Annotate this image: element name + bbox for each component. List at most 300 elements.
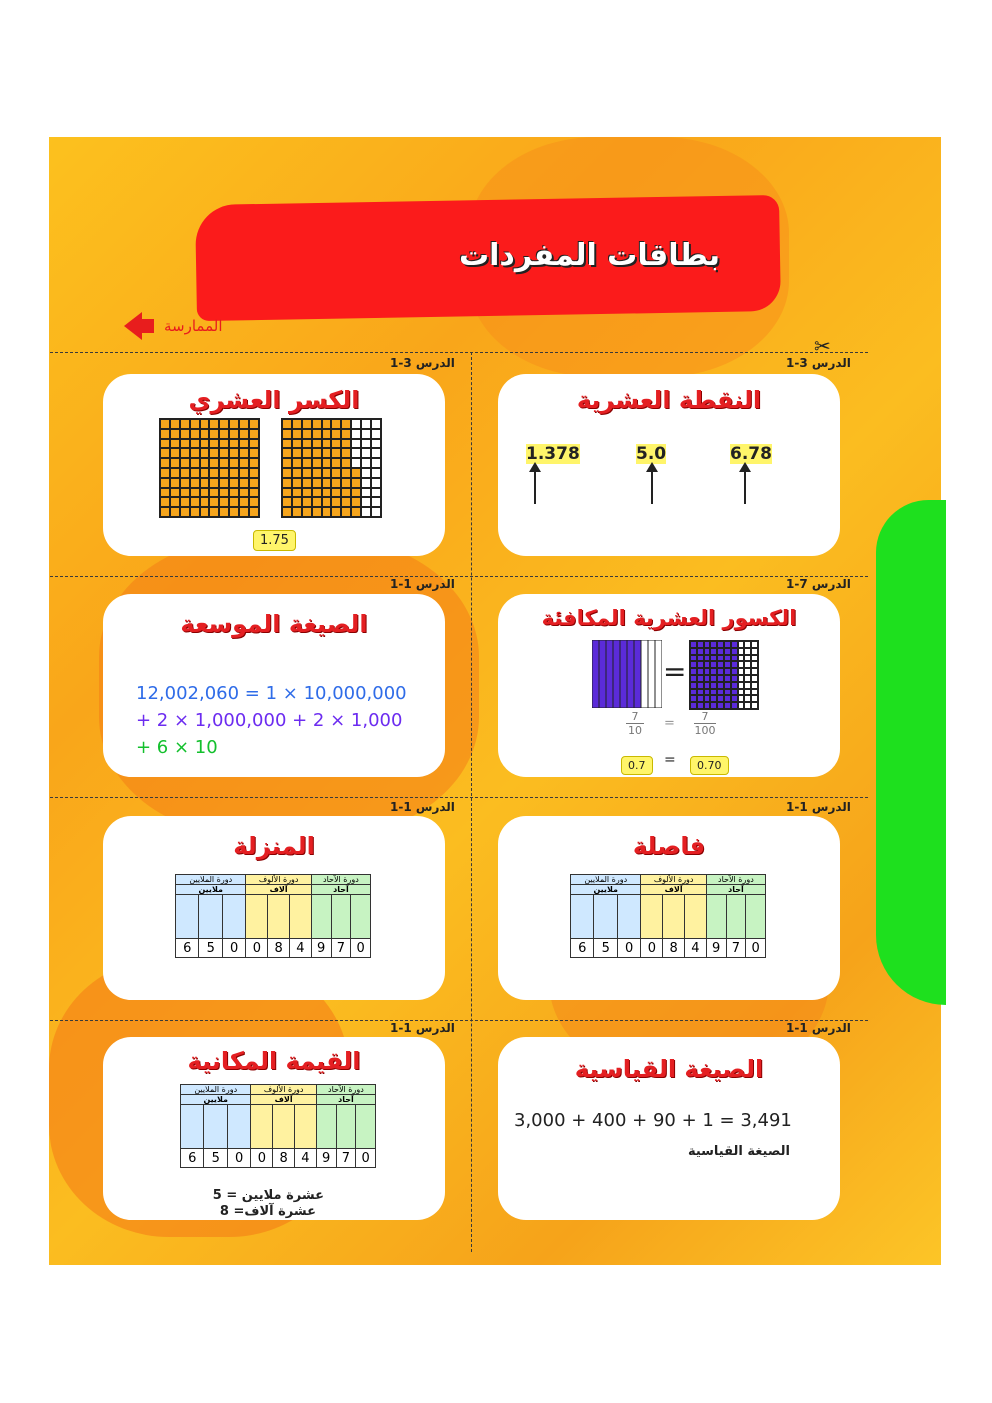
place-digit: 8 xyxy=(663,939,685,958)
place-digit: 4 xyxy=(295,1149,317,1168)
grid-cell xyxy=(751,655,758,662)
grid-cell xyxy=(717,661,724,668)
grid-cell xyxy=(731,655,738,662)
card-decimal-fraction xyxy=(103,374,445,556)
grid-cell xyxy=(322,458,332,468)
grid-cell xyxy=(170,439,180,449)
cut-line xyxy=(50,797,868,798)
grid-cell xyxy=(690,661,697,668)
grid-cell xyxy=(302,478,312,488)
grid-cell xyxy=(302,448,312,458)
grid-cell xyxy=(200,468,210,478)
grid-cell xyxy=(200,507,210,517)
place-digit: 7 xyxy=(336,1149,356,1168)
grid-cell xyxy=(710,668,717,675)
grid-cell xyxy=(697,648,704,655)
hundredths-model xyxy=(689,640,759,710)
grid-cell xyxy=(229,507,239,517)
standard-form-label: الصيغة القياسية xyxy=(687,1144,790,1159)
place-digit: 4 xyxy=(290,939,312,958)
grid-cell xyxy=(731,675,738,682)
grid-cell xyxy=(239,488,249,498)
place-digit: 0 xyxy=(746,939,766,958)
grid-cell xyxy=(751,695,758,702)
grid-cell xyxy=(190,448,200,458)
grid-cell xyxy=(724,661,731,668)
grid-cell xyxy=(282,448,292,458)
hundred-grid-full xyxy=(159,418,260,518)
grid-cell xyxy=(744,661,751,668)
grid-cell xyxy=(322,429,332,439)
grid-cell xyxy=(180,468,190,478)
grid-cell xyxy=(292,507,302,517)
lesson-label: الدرس 7-1 xyxy=(786,577,851,591)
grid-cell xyxy=(717,695,724,702)
grid-cell xyxy=(704,702,711,709)
place-digit: 0 xyxy=(227,1149,251,1168)
grid-cell xyxy=(209,507,219,517)
lesson-label: الدرس 1-1 xyxy=(786,800,851,814)
grid-cell xyxy=(209,458,219,468)
grid-cell xyxy=(717,702,724,709)
grid-cell xyxy=(704,689,711,696)
grid-cell xyxy=(180,439,190,449)
expanded-line: 12,002,060 = 1 × 10,000,000 xyxy=(136,683,407,704)
grid-cell xyxy=(751,668,758,675)
grid-cell xyxy=(209,468,219,478)
equals-sign: = xyxy=(664,752,676,768)
grid-cell xyxy=(744,655,751,662)
grid-cell xyxy=(190,488,200,498)
grid-cell xyxy=(312,439,322,449)
grid-cell xyxy=(282,507,292,517)
grid-cell xyxy=(704,648,711,655)
grid-cell xyxy=(710,655,717,662)
grid-cell xyxy=(292,497,302,507)
place-digit: 6 xyxy=(181,1149,204,1168)
grid-cell xyxy=(239,468,249,478)
place-digit: 5 xyxy=(204,1149,227,1168)
grid-cell xyxy=(249,429,259,439)
expanded-line: + 6 × 10 xyxy=(136,737,218,758)
grid-cell xyxy=(200,448,210,458)
grid-cell xyxy=(302,468,312,478)
grid-cell xyxy=(724,702,731,709)
grid-cell xyxy=(704,668,711,675)
grid-cell xyxy=(322,448,332,458)
grid-cell xyxy=(371,468,381,478)
place-digit: 9 xyxy=(311,939,331,958)
grid-cell xyxy=(724,641,731,648)
arrow-up-icon xyxy=(744,470,746,504)
grid-cell xyxy=(312,429,322,439)
grid-cell xyxy=(282,478,292,488)
grid-cell xyxy=(239,439,249,449)
grid-cell xyxy=(710,689,717,696)
grid-cell xyxy=(190,497,200,507)
grid-cell xyxy=(710,648,717,655)
grid-cell xyxy=(249,448,259,458)
grid-cell xyxy=(312,488,322,498)
grid-cell xyxy=(331,439,341,449)
place-digit: 4 xyxy=(685,939,707,958)
grid-cell xyxy=(697,695,704,702)
practice-label: الممارسة xyxy=(164,317,223,335)
grid-cell xyxy=(744,702,751,709)
grid-cell xyxy=(738,695,745,702)
grid-cell xyxy=(361,497,371,507)
place-value-table: دورة الملايين دورة الألوف دورة الآحاد ملايين آلاف آحاد 6 5 0 0 8 4 9 7 0 xyxy=(175,874,371,958)
grid-cell xyxy=(282,458,292,468)
grid-cell xyxy=(239,497,249,507)
grid-cell xyxy=(371,488,381,498)
grid-cell xyxy=(690,689,697,696)
grid-cell xyxy=(717,675,724,682)
card-title: المنزلة xyxy=(233,832,315,860)
grid-cell xyxy=(229,429,239,439)
place-digit: 6 xyxy=(571,939,594,958)
grid-cell xyxy=(361,448,371,458)
grid-cell xyxy=(160,497,170,507)
grid-cell xyxy=(170,419,180,429)
decimal-tenths: 0.7 xyxy=(621,756,653,775)
grid-cell xyxy=(282,439,292,449)
grid-cell xyxy=(704,682,711,689)
place-digit: 7 xyxy=(726,939,746,958)
grid-cell xyxy=(180,507,190,517)
grid-cell xyxy=(710,661,717,668)
grid-cell xyxy=(361,507,371,517)
grid-cell xyxy=(717,641,724,648)
grid-cell xyxy=(170,468,180,478)
grid-cell xyxy=(160,458,170,468)
grid-cell xyxy=(710,682,717,689)
grid-cell xyxy=(710,675,717,682)
grid-cell xyxy=(190,419,200,429)
grid-cell xyxy=(292,468,302,478)
grid-cell xyxy=(170,448,180,458)
arrow-up-icon xyxy=(651,470,653,504)
grid-cell xyxy=(302,429,312,439)
grid-cell xyxy=(738,682,745,689)
grid-cell xyxy=(371,429,381,439)
grid-cell xyxy=(190,478,200,488)
grid-cell xyxy=(751,682,758,689)
grid-cell xyxy=(744,675,751,682)
grid-cell xyxy=(249,497,259,507)
grid-cell xyxy=(744,641,751,648)
grid-cell xyxy=(322,478,332,488)
place-value-table: دورة الملايين دورة الألوف دورة الآحاد ملايين آلاف آحاد 6 5 0 0 8 4 9 7 0 xyxy=(180,1084,376,1168)
fraction-hundredths: 7 100 xyxy=(694,710,716,737)
grid-cell xyxy=(160,468,170,478)
place-digit: 5 xyxy=(594,939,617,958)
grid-cell xyxy=(190,507,200,517)
card-title: الصيغة القياسية xyxy=(574,1055,764,1083)
decimal-hundredths: 0.70 xyxy=(690,756,729,775)
grid-cell xyxy=(738,675,745,682)
grid-cell xyxy=(209,497,219,507)
practice-link[interactable] xyxy=(124,312,223,340)
lesson-label: الدرس 3-1 xyxy=(786,356,851,370)
grid-cell xyxy=(229,478,239,488)
grid-cell xyxy=(341,448,351,458)
grid-cell xyxy=(190,439,200,449)
grid-cell xyxy=(690,641,697,648)
grid-cell xyxy=(302,458,312,468)
grid-cell xyxy=(322,419,332,429)
fraction-tenths: 7 10 xyxy=(628,710,642,737)
grid-cell xyxy=(170,478,180,488)
grid-cell xyxy=(751,689,758,696)
grid-cell xyxy=(219,419,229,429)
grid-cell xyxy=(200,497,210,507)
grid-cell xyxy=(751,648,758,655)
grid-cell xyxy=(341,478,351,488)
grid-cell xyxy=(249,419,259,429)
expanded-form-text xyxy=(136,680,407,761)
grid-cell xyxy=(249,468,259,478)
hundred-grid-partial xyxy=(281,418,382,518)
expanded-line: + 2 × 1,000,000 + 2 × 1,000 xyxy=(136,710,403,731)
grid-cell xyxy=(219,497,229,507)
grid-cell xyxy=(361,458,371,468)
grid-cell xyxy=(744,682,751,689)
grid-cell xyxy=(160,478,170,488)
grid-cell xyxy=(200,488,210,498)
place-note: 8 =عشرة آلاف xyxy=(219,1204,316,1219)
grid-cell xyxy=(351,458,361,468)
grid-cell xyxy=(751,675,758,682)
grid-cell xyxy=(717,655,724,662)
grid-cell xyxy=(292,448,302,458)
grid-cell xyxy=(731,668,738,675)
grid-cell xyxy=(331,448,341,458)
grid-cell xyxy=(219,478,229,488)
grid-cell xyxy=(229,448,239,458)
cut-line-vertical xyxy=(471,352,472,1252)
grid-cell xyxy=(209,448,219,458)
standard-equation: 3,000 + 400 + 90 + 1 = 3,491 xyxy=(514,1110,792,1131)
place-digit: 0 xyxy=(222,939,246,958)
grid-cell xyxy=(200,458,210,468)
grid-cell xyxy=(731,689,738,696)
grid-cell xyxy=(282,488,292,498)
grid-cell xyxy=(239,448,249,458)
grid-cell xyxy=(704,675,711,682)
grid-cell xyxy=(371,458,381,468)
grid-cell xyxy=(744,695,751,702)
grid-cell xyxy=(219,439,229,449)
grid-cell xyxy=(302,419,312,429)
place-digit: 6 xyxy=(176,939,199,958)
grid-cell xyxy=(160,488,170,498)
grid-cell xyxy=(704,655,711,662)
grid-cell xyxy=(351,507,361,517)
grid-cell xyxy=(292,488,302,498)
grid-cell xyxy=(738,702,745,709)
grid-cell xyxy=(229,419,239,429)
grid-cell xyxy=(282,419,292,429)
grid-cell xyxy=(361,429,371,439)
grid-cell xyxy=(731,702,738,709)
grid-cell xyxy=(371,448,381,458)
grid-cell xyxy=(724,689,731,696)
grid-cell xyxy=(209,488,219,498)
grid-cell xyxy=(322,439,332,449)
grid-cell xyxy=(282,497,292,507)
grid-cell xyxy=(249,507,259,517)
place-digit: 8 xyxy=(268,939,290,958)
grid-cell xyxy=(180,458,190,468)
grid-cell xyxy=(249,488,259,498)
decimal-value: 1.75 xyxy=(253,530,296,551)
lesson-label: الدرس 1-1 xyxy=(390,1021,455,1035)
place-digit: 5 xyxy=(199,939,222,958)
grid-cell xyxy=(361,488,371,498)
grid-cell xyxy=(292,419,302,429)
cut-line xyxy=(50,1020,868,1021)
grid-cell xyxy=(322,497,332,507)
grid-cell xyxy=(190,468,200,478)
grid-cell xyxy=(704,695,711,702)
grid-cell xyxy=(724,675,731,682)
grid-cell xyxy=(697,655,704,662)
grid-cell xyxy=(724,668,731,675)
grid-cell xyxy=(239,429,249,439)
grid-cell xyxy=(180,429,190,439)
card-title: الكسور العشرية المكافئة xyxy=(541,606,797,630)
grid-cell xyxy=(697,702,704,709)
grid-cell xyxy=(200,429,210,439)
grid-cell xyxy=(738,689,745,696)
grid-cell xyxy=(331,488,341,498)
arrow-left-icon xyxy=(124,312,142,340)
grid-cell xyxy=(292,429,302,439)
grid-cell xyxy=(690,648,697,655)
grid-cell xyxy=(170,458,180,468)
grid-cell xyxy=(717,682,724,689)
place-digit: 0 xyxy=(351,939,371,958)
grid-cell xyxy=(697,682,704,689)
grid-cell xyxy=(371,497,381,507)
grid-cell xyxy=(229,439,239,449)
grid-cell xyxy=(341,439,351,449)
grid-cell xyxy=(219,458,229,468)
grid-cell xyxy=(170,507,180,517)
place-digit: 0 xyxy=(246,939,268,958)
card-title: الكسر العشري xyxy=(188,386,360,414)
grid-cell xyxy=(219,429,229,439)
card-decimal-point xyxy=(498,374,840,556)
grid-cell xyxy=(170,497,180,507)
grid-cell xyxy=(690,655,697,662)
grid-cell xyxy=(351,478,361,488)
grid-cell xyxy=(331,478,341,488)
grid-cell xyxy=(738,655,745,662)
grid-cell xyxy=(724,648,731,655)
grid-cell xyxy=(229,468,239,478)
grid-cell xyxy=(361,419,371,429)
grid-cell xyxy=(180,448,190,458)
grid-cell xyxy=(710,702,717,709)
place-note: 5 = عشرة ملايين xyxy=(212,1188,324,1203)
grid-cell xyxy=(717,689,724,696)
grid-cell xyxy=(331,507,341,517)
grid-cell xyxy=(738,648,745,655)
grid-cell xyxy=(312,419,322,429)
place-digit: 9 xyxy=(706,939,726,958)
tenths-model xyxy=(592,640,662,708)
grid-cell xyxy=(180,478,190,488)
grid-cell xyxy=(160,419,170,429)
grid-cell xyxy=(351,468,361,478)
grid-cell xyxy=(229,488,239,498)
lesson-label: الدرس 3-1 xyxy=(390,356,455,370)
card-title: فاصلة xyxy=(632,832,706,860)
grid-cell xyxy=(371,507,381,517)
grid-cell xyxy=(371,478,381,488)
grid-cell xyxy=(282,468,292,478)
grid-cell xyxy=(341,497,351,507)
place-digit: 0 xyxy=(617,939,641,958)
equals-sign: = xyxy=(663,655,687,688)
grid-cell xyxy=(690,695,697,702)
grid-cell xyxy=(690,668,697,675)
grid-cell xyxy=(239,458,249,468)
grid-cell xyxy=(200,419,210,429)
card-title: النقطة العشرية xyxy=(576,386,762,414)
grid-cell xyxy=(751,661,758,668)
grid-cell xyxy=(697,661,704,668)
grid-cell xyxy=(160,429,170,439)
grid-cell xyxy=(371,419,381,429)
grid-cell xyxy=(312,458,322,468)
grid-cell xyxy=(351,448,361,458)
grid-cell xyxy=(331,497,341,507)
grid-cell xyxy=(710,695,717,702)
grid-cell xyxy=(704,661,711,668)
grid-cell xyxy=(219,488,229,498)
grid-cell xyxy=(249,478,259,488)
grid-cell xyxy=(744,668,751,675)
side-green-tab xyxy=(876,500,946,1005)
grid-cell xyxy=(331,468,341,478)
grid-cell xyxy=(697,675,704,682)
grid-cell xyxy=(322,507,332,517)
grid-cell xyxy=(697,668,704,675)
grid-cell xyxy=(312,497,322,507)
grid-cell xyxy=(249,439,259,449)
grid-cell xyxy=(180,488,190,498)
grid-cell xyxy=(690,702,697,709)
grid-cell xyxy=(751,702,758,709)
grid-cell xyxy=(200,478,210,488)
grid-cell xyxy=(190,458,200,468)
grid-cell xyxy=(751,641,758,648)
cut-line xyxy=(50,352,868,353)
place-digit: 0 xyxy=(251,1149,273,1168)
grid-cell xyxy=(209,419,219,429)
grid-cell xyxy=(731,661,738,668)
card-title: الصيغة الموسعة xyxy=(180,610,368,638)
page-title: بطاقات المفردات xyxy=(459,238,720,273)
decimal-number: 5.0 xyxy=(636,444,667,464)
grid-cell xyxy=(170,488,180,498)
grid-cell xyxy=(361,468,371,478)
grid-cell xyxy=(302,488,312,498)
grid-cell xyxy=(724,655,731,662)
